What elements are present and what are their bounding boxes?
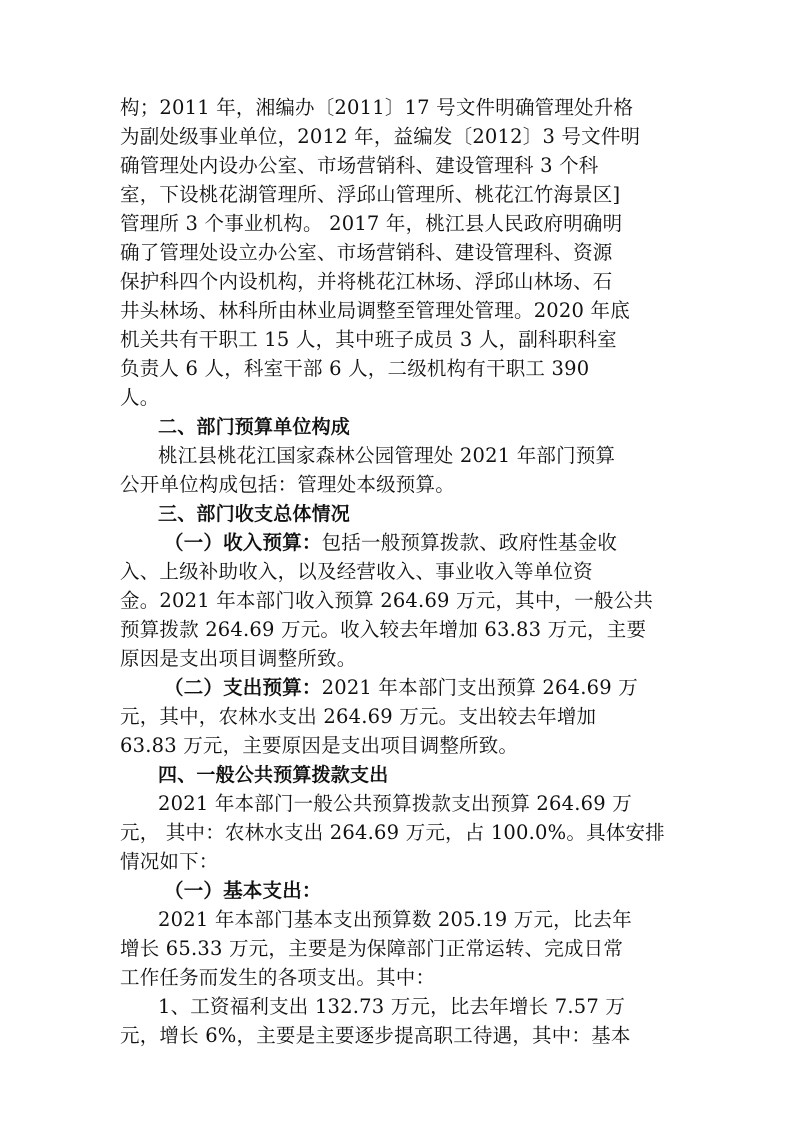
paragraph-line: 确了管理处设立办公室、市场营销科、建设管理科、资源 (120, 241, 613, 264)
paragraph-line: 人。 (120, 386, 160, 409)
paragraph-line: 原因是支出项目调整所致。 (120, 647, 357, 670)
paragraph-line: 机关共有干职工 15 人，其中班子成员 3 人，副科职科室 (120, 328, 617, 351)
paragraph-line: 2021 年本部门基本支出预算数 205.19 万元，比去年 (158, 908, 632, 931)
paragraph-line: 1、工资福利支出 132.73 万元，比去年增长 7.57 万 (158, 995, 626, 1018)
paragraph-line: 金。2021 年本部门收入预算 264.69 万元，其中，一般公共 (120, 589, 654, 612)
paragraph-line: 确管理处内设办公室、市场营销科、建设管理科 3 个科 (120, 154, 599, 177)
section-heading: 二、部门预算单位构成 (158, 416, 351, 438)
paragraph-text: 2021 年本部门支出预算 264.69 万 (321, 676, 638, 699)
sub-heading-label: （一）收入预算： (164, 531, 322, 554)
section-heading: 四、一般公共预算拨款支出 (158, 764, 389, 786)
paragraph-line: 负责人 6 人，科室干部 6 人，二级机构有干职工 390 (120, 357, 590, 380)
paragraph-line: 保护科四个内设机构，并将桃花江林场、浮邱山林场、石 (120, 270, 613, 293)
sub-heading: （一）基本支出： (164, 879, 322, 902)
paragraph-line: 公开单位构成包括：管理处本级预算。 (120, 473, 455, 496)
paragraph-line: 元，其中，农林水支出 264.69 万元。支出较去年增加 (120, 705, 597, 728)
paragraph-line: 预算拨款 264.69 万元。收入较去年增加 63.83 万元，主要 (120, 618, 647, 641)
paragraph-line: 管理所 3 个事业机构。 2017 年，桃江县人民政府明确明 (120, 212, 623, 235)
paragraph-line: 为副处级事业单位，2012 年，益编发〔2012〕3 号文件明 (120, 125, 641, 148)
paragraph-line: 情况如下： (120, 850, 219, 873)
section-heading: 三、部门收支总体情况 (158, 503, 351, 525)
paragraph-line: 入、上级补助收入，以及经营收入、事业收入等单位资 (120, 560, 593, 583)
paragraph-line: 元， 其中：农林水支出 264.69 万元，占 100.0%。具体安排 (120, 821, 665, 844)
paragraph-line: 井头林场、林科所由林业局调整至管理处管理。2020 年底 (120, 299, 630, 322)
paragraph-line: 构；2011 年，湘编办〔2011〕17 号文件明确管理处升格 (120, 96, 634, 119)
paragraph-text: 包括一般预算拨款、政府性基金收 (321, 531, 618, 554)
paragraph-line: 2021 年本部门一般公共预算拨款支出预算 264.69 万 (158, 792, 632, 815)
paragraph-line: 63.83 万元，主要原因是支出项目调整所致。 (120, 734, 519, 757)
paragraph-line: 桃江县桃花江国家森林公园管理处 2021 年部门预算 (158, 444, 616, 467)
paragraph-line: 工作任务而发生的各项支出。其中： (120, 966, 436, 989)
sub-heading-label: （二）支出预算： (164, 676, 322, 699)
paragraph-line: 元，增长 6%，主要是主要逐步提高职工待遇，其中：基本 (120, 1024, 631, 1047)
paragraph-line: 增长 65.33 万元，主要是为保障部门正常运转、完成日常 (120, 937, 624, 960)
paragraph-line (164, 676, 638, 700)
paragraph-line (164, 531, 617, 555)
paragraph-line: 室，下设桃花湖管理所、浮邱山管理所、桃花江竹海景区] (120, 183, 621, 206)
